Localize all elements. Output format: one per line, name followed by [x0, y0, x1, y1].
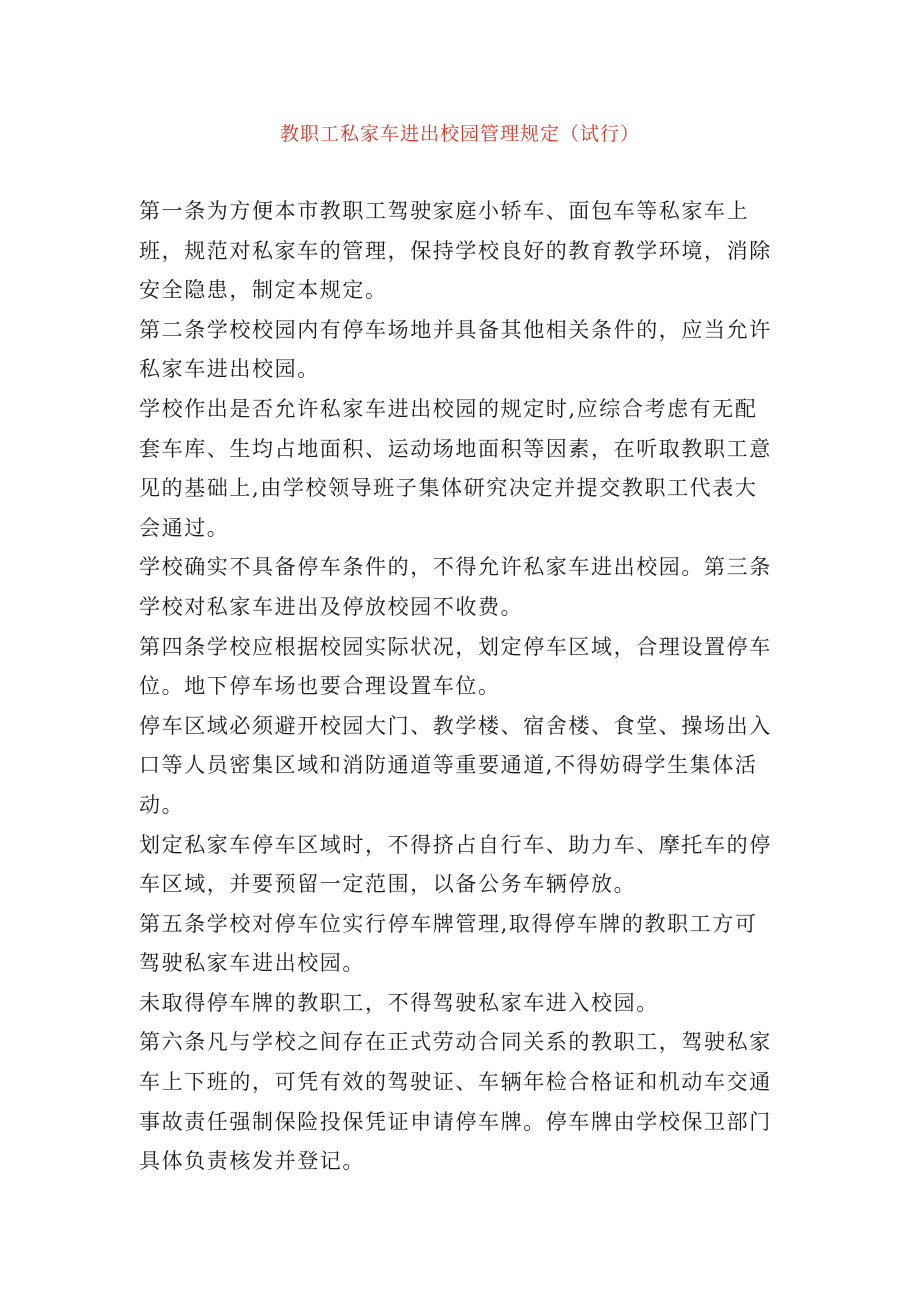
paragraph-article-3: 学校确实不具备停车条件的，不得允许私家车进出校园。第三条学校对私家车进出及停放校园不收费。 [139, 555, 772, 619]
paragraph-article-1: 第一条为方便本市教职工驾驶家庭小轿车、面包车等私家车上班，规范对私家车的管理，保持学校良好的教育教学环境，消除安全隐患，制定本规定。 [139, 199, 772, 303]
paragraph-article-2-decision: 学校作出是否允许私家车进出校园的规定时,应综合考虑有无配套车库、生均占地面积、运动场地面积等因素，在听取教职工意见的基础上,由学校领导班子集体研究决定并提交教职工代表大会通过。 [139, 396, 772, 540]
paragraph-article-6: 第六条凡与学校之间存在正式劳动合同关系的教职工，驾驶私家车上下班的，可凭有效的驾驶证、车辆年检合格证和机动车交通事故责任强制保险投保凭证申请停车牌。停车牌由学校保卫部门具体负责核发并登记。 [139, 1030, 772, 1174]
paragraph-article-4-reserve: 划定私家车停车区域时，不得挤占自行车、助力车、摩托车的停车区域，并要预留一定范围，以备公务车辆停放。 [139, 832, 772, 897]
paragraph-article-5: 第五条学校对停车位实行停车牌管理,取得停车牌的教职工方可驾驶私家车进出校园。 [139, 911, 758, 976]
paragraph-article-2: 第二条学校校园内有停车场地并具备其他相关条件的，应当允许私家车进出校园。 [139, 317, 772, 382]
paragraph-article-4-areas: 停车区域必须避开校园大门、教学楼、宿舍楼、食堂、操场出入口等人员密集区域和消防通道等重要通道,不得妨碍学生集体活动。 [139, 713, 772, 817]
document-title: 教职工私家车进出校园管理规定（试行） [279, 123, 640, 145]
document-body [139, 192, 779, 1182]
paragraph-article-4: 第四条学校应根据校园实际状况，划定停车区域，合理设置停车位。地下停车场也要合理设置车位。 [139, 634, 772, 699]
paragraph-article-5-restriction: 未取得停车牌的教职工，不得驾驶私家车进入校园。 [139, 990, 659, 1015]
